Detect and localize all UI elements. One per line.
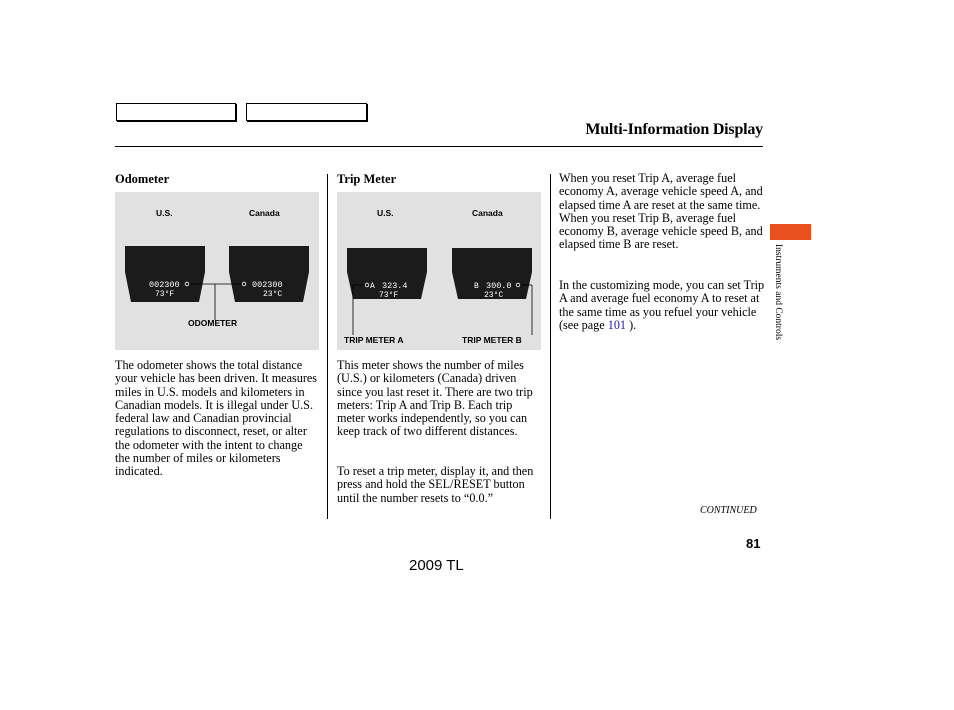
trip-meter-heading: Trip Meter (337, 172, 397, 186)
column-divider (327, 174, 328, 519)
section-tab-label (772, 244, 783, 374)
model-footer: 2009 TL (409, 557, 464, 574)
label-us: U.S. (377, 208, 394, 218)
ca-temp-reading: 23°C (263, 290, 283, 299)
title-rule (115, 146, 763, 147)
label-us: U.S. (156, 208, 173, 218)
label-canada: Canada (249, 208, 280, 218)
customizing-text-end: ). (626, 317, 637, 332)
column-divider (550, 174, 551, 519)
customizing-paragraph (559, 279, 765, 332)
continued-label: CONTINUED (700, 505, 757, 516)
trip-b-temp: 23°C (484, 291, 504, 300)
us-odometer-reading: 002300 (149, 280, 180, 290)
trip-meter-figure (337, 192, 541, 350)
trip-meter-displays (337, 192, 541, 350)
odometer-body: The odometer shows the total distance your vehicle has been driven. It measures miles in U.S. models and kilometers in Canadian models. It is illegal under U.S. federal law and Canadian provincial regulations to disconnect, reset, or alter the odometer with the intent to change the number of miles or kilometers indicated. (115, 358, 318, 479)
page-title: Multi-Information Display (585, 121, 763, 138)
trip-meter-b-callout: TRIP METER B (462, 335, 522, 345)
page-link[interactable]: 101 (607, 317, 627, 332)
nav-button-previous[interactable] (116, 103, 236, 121)
odometer-heading: Odometer (115, 172, 170, 186)
trip-meter-body-1: This meter shows the number of miles (U.S.) or kilometers (Canada) driven since you last reset it. There are two trip meters: Trip A and Trip B. Each trip meter works independently, so you can keep track of two different distances. (337, 358, 533, 439)
section-tab[interactable] (770, 224, 811, 240)
reset-info-paragraph: When you reset Trip A, average fuel economy A, average vehicle speed A, and elapsed time A are reset at the same time. When you reset Trip B, average fuel economy B, average vehicle speed B, and elapsed time B are reset. (559, 171, 763, 252)
label-canada: Canada (472, 208, 503, 218)
us-temp-reading: 73°F (155, 290, 175, 299)
odometer-callout: ODOMETER (188, 318, 238, 328)
trip-a-letter: A (370, 282, 375, 291)
trip-meter-body-2: To reset a trip meter, display it, and then press and hold the SEL/RESET button until the number resets to “0.0.” (337, 464, 534, 505)
odometer-figure (115, 192, 319, 350)
trip-a-reading: 323.4 (382, 281, 408, 291)
trip-meter-a-callout: TRIP METER A (344, 335, 404, 345)
trip-a-temp: 73°F (379, 291, 399, 300)
customizing-text: In the customizing mode, you can set Trip A and average fuel economy A to reset at the same time as you refuel your vehicle (see page (559, 278, 765, 332)
ca-odometer-reading: 002300 (252, 280, 283, 290)
trip-b-reading: 300.0 (486, 281, 512, 291)
section-tab-text: Instruments and Controls (773, 244, 783, 341)
nav-button-next[interactable] (246, 103, 367, 121)
page-number: 81 (746, 536, 761, 551)
trip-b-letter: B (474, 282, 479, 291)
